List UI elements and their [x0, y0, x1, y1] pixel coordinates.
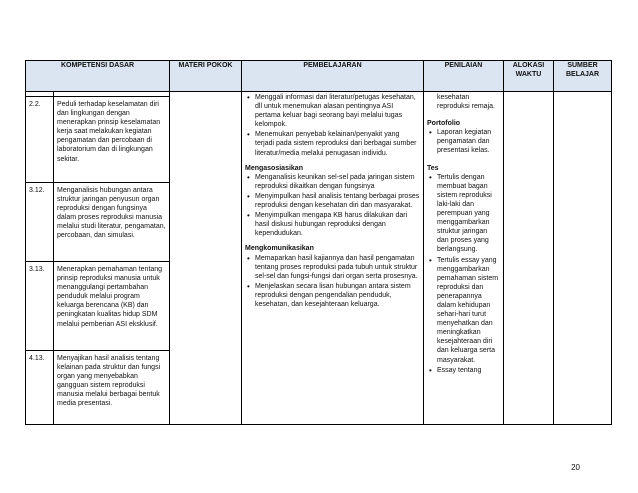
kd-number: 3.12.: [26, 183, 54, 262]
penilaian-intro: kesehatan reproduksi remaja.: [437, 94, 495, 111]
materi-pokok-cell: [170, 92, 242, 425]
rpp-table: [25, 60, 612, 425]
header-pembelajaran: PEMBELAJARAN: [242, 61, 424, 92]
header-alokasi-waktu: ALOKASI WAKTU: [504, 61, 554, 92]
kd-number: 4.13.: [26, 351, 54, 425]
kd-number: 2.2.: [26, 97, 54, 183]
list-item: • Menemukan penyebab kelainan/penyakit yang terjadi pada sistem reproduksi dari berbagai sumber literatur/media melalui penugasan individu.: [255, 130, 420, 157]
list-item: • Menganalisis keunikan sel-sel pada jaringan sistem reproduksi dikaitkan dengan fungsinya: [255, 173, 420, 191]
pembelajaran-cell: [242, 92, 424, 425]
list-item: • Menjelaskan secara lisan hubungan antara sistem reproduksi dengan pengendalian penduduk, kesehatan, dan kesejahteraan keluarga.: [255, 282, 420, 309]
penilaian-tes-list: [427, 173, 500, 375]
sumber-belajar-cell: [554, 92, 612, 425]
list-item: • Memaparkan hasil kajiannya dan hasil pengamatan tentang proses reproduksi pada tubuh untuk struktur sel-sel dan fungsi-fungsi dari organ serta prosesnya.: [255, 254, 420, 281]
section-heading-mengasosiasikan: Mengasosiasikan: [245, 164, 303, 172]
header-penilaian: PENILAIAN: [424, 61, 504, 92]
kd-number: 3.13.: [26, 262, 54, 351]
alokasi-waktu-cell: [504, 92, 554, 425]
kd-text: Peduli terhadap keselamatan diri dan lingkungan dengan menerapkan prinsip keselamatan kerja saat melakukan kegiatan pengamatan dan percobaan di laboratorium dan di lingkungan sekitar.: [54, 97, 170, 183]
list-item: • Laporan kegiatan pengamatan dan presentasi kelas.: [437, 128, 500, 155]
kd-text: Menyajikan hasil analisis tentang kelainan pada struktur dan fungsi organ yang menyebabkan gangguan sistem reproduksi manusia melalui berbagai bentuk media presentasi.: [54, 351, 170, 425]
list-item: • Menggali informasi dari literatur/petugas kesehatan, dll untuk menemukan alasan pentingnya ASI pertama keluar bagi seorang bayi melalui tugas kelompok.: [255, 93, 420, 129]
header-sumber-belajar: SUMBER BELAJAR: [554, 61, 612, 92]
kd-text: Menerapkan pemahaman tentang prinsip reproduksi manusia untuk menanggulangi pertambahan penduduk melalui program keluarga berencana (KB) dan peningkatan kualitas hidup SDM melalui pemberian ASI eksklusif.: [54, 262, 170, 351]
penilaian-portofolio-list: [427, 128, 500, 155]
header-materi-pokok: MATERI POKOK: [170, 61, 242, 92]
list-item: • Menyimpulkan mengapa KB harus dilakukan dari hasil diskusi hubungan reproduksi dengan kependudukan.: [255, 211, 420, 238]
header-row: [26, 61, 612, 92]
list-item: • Essay tentang: [437, 366, 500, 375]
pembelajaran-list-a: [245, 93, 420, 158]
section-heading-mengkomunikasikan: Mengkomunikasikan: [245, 245, 314, 253]
section-heading-portofolio: Portofolio: [427, 120, 461, 128]
page-number: 20: [571, 463, 580, 472]
list-item: • Tertulis dengan membuat bagan sistem reproduksi laki-laki dan perempuan yang menggambarkan struktur jaringan dan proses yang berlangsung.: [437, 173, 500, 255]
pembelajaran-list-b: [245, 173, 420, 239]
header-kompetensi-dasar: KOMPETENSI DASAR: [26, 61, 170, 92]
list-item: • Menyimpulkan hasil analisis tentang berbagai proses reproduksi dengan kesehatan diri dan masyarakat.: [255, 192, 420, 210]
section-heading-tes: Tes: [427, 164, 439, 172]
kd-text: Menganalisis hubungan antara struktur jaringan penyusun organ reproduksi dengan fungsinya dalam proses reproduksi manusia melalui studi literatur, pengamatan, percobaan, dan simulasi.: [54, 183, 170, 262]
penilaian-cell: [424, 92, 504, 425]
pembelajaran-list-c: [245, 254, 420, 310]
list-item: • Tertulis essay yang menggambarkan pemahaman sistem reproduksi dan penerapannya dalam kehidupan sehari-hari turut menyehatkan dan meningkatkan kesejahteraan diri dan keluarga serta masyarakat.: [437, 256, 500, 365]
